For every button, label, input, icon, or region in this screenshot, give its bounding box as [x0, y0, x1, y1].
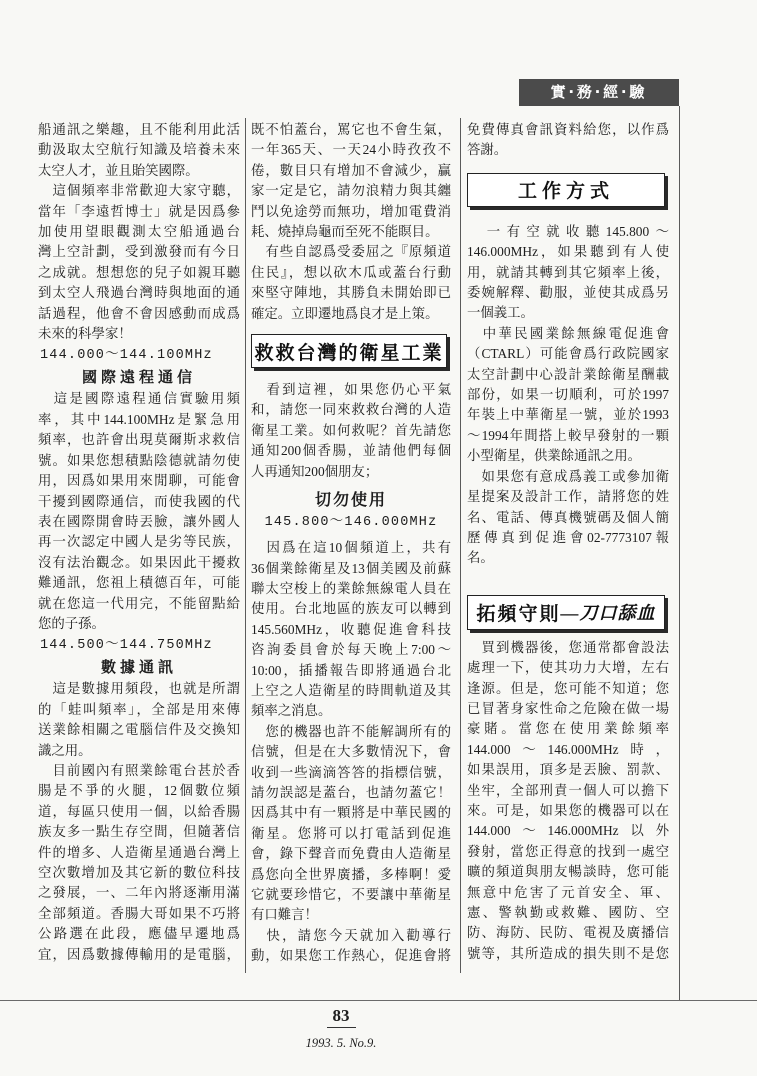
text-line: 您的子孫。 — [38, 615, 105, 631]
paragraph — [251, 380, 451, 482]
text-line: 和，請您一同來救救台灣的人造 — [251, 402, 451, 418]
text-line: 頻率之消息。 — [251, 703, 332, 719]
text-line: 來堅守陣地，其勝負未開始即已 — [251, 285, 451, 301]
text-line: 就在您這一代用完，不能留點給 — [38, 595, 240, 611]
text-line: 逢源。但是，您可能不知道；您 — [467, 680, 669, 696]
text-line: 船通訊之樂趣，且不能利用此活 — [38, 122, 240, 137]
text-line: 歷傳真到促進會02-7773107報 — [467, 529, 669, 545]
text-line: ～1994年間搭上較早發射的一顆 — [467, 427, 669, 443]
text-line: 防、海防、民防、電視及廣播信 — [467, 925, 669, 941]
paragraph — [38, 120, 240, 181]
frequency-heading — [38, 635, 240, 679]
text-line: 動汲取太空航行知識及培養未來 — [38, 142, 240, 158]
text-line: 既不怕蓋台，罵它也不會生氣， — [251, 122, 451, 137]
boxed-section-heading — [467, 173, 665, 207]
text-line: 一個義工。 — [467, 305, 534, 321]
text-line: 聯太空梭上的業餘無線電人員在 — [251, 580, 451, 596]
text-line: 加使用望眼觀測太空船通過台 — [38, 224, 240, 240]
text-line: 因爲在這10個頻道上，共有 — [251, 540, 451, 556]
box-heading-subtitle: —刀口舔血 — [560, 603, 656, 624]
heading-title: 數據通訊 — [100, 660, 177, 677]
text-line: 沒有法治觀念。如果因此干擾救 — [38, 554, 240, 570]
text-line: 未來的科學家！ — [38, 326, 132, 342]
paragraph — [38, 181, 240, 344]
text-line: 上空之人造衛星的時間軌道及其 — [251, 682, 451, 698]
sub-heading-title: 切勿使用 — [314, 492, 387, 510]
text-line: 話過程，他會不會因感動而成爲 — [38, 305, 240, 321]
text-line: 灣上空計劃，受到激發而有今日 — [38, 244, 240, 260]
paragraph — [467, 467, 669, 569]
column-3 — [467, 120, 669, 964]
text-line: 耗、燒掉烏龜而至死不能瞑目。 — [251, 224, 439, 240]
text-line: 如果您有意成爲義工或參加衛 — [467, 468, 669, 484]
paragraph — [38, 761, 240, 965]
text-line: 信號，但是在大多數情況下，會 — [251, 744, 451, 760]
text-line: 咨詢委員會於每天晚上7:00～ — [251, 642, 451, 658]
paragraph — [38, 389, 240, 634]
text-line: 請勿誤認是蓋台，也請勿蓋它！ — [251, 784, 451, 800]
text-line: 之成就。想想您的兒子如親耳聽 — [38, 264, 240, 280]
frequency-heading — [38, 345, 240, 389]
paragraph — [467, 324, 669, 467]
text-line: 干擾到國際通信，而使我國的代 — [38, 493, 240, 509]
text-line: 36個業餘衛星及13個美國及前蘇 — [251, 560, 451, 576]
text-line: 免費傳真會訊資料給您，以作爲 — [467, 122, 669, 137]
section-label: 實‧務‧經‧驗 — [519, 79, 679, 106]
text-line: 如果誤用，頂多是丟臉、罰款、 — [467, 762, 669, 778]
text-line: 144.000～146.000MHz以外 — [467, 823, 669, 839]
text-line: 衛星工業。如何救呢？首先請您 — [251, 422, 451, 438]
text-line: 率，其中144.100MHz是緊急用 — [38, 411, 240, 427]
text-line: 已冒著身家性命之危險在做一場 — [467, 700, 669, 716]
page-bottom-rule — [0, 1000, 757, 1001]
text-line: 之發展，一、二年內將逐漸用滿 — [38, 885, 240, 901]
text-line: 看到這裡，如果您仍心平氣 — [251, 382, 451, 398]
heading-title: 國際遠程通信 — [81, 370, 196, 387]
text-line: 10:00，插播報告即將通過台北 — [251, 662, 451, 678]
text-line: 豪賭。當您在使用業餘頻率 — [467, 721, 669, 737]
text-line: 腸是不爭的火腿，12個數位頻 — [38, 783, 240, 799]
text-line: 識之用。 — [38, 742, 92, 758]
text-line: 使用。台北地區的族友可以轉到 — [251, 601, 451, 617]
text-line: 名、電話、傳真機號碼及個人簡 — [467, 509, 669, 525]
text-line: 這個頻率非常歡迎大家守聽， — [38, 183, 240, 199]
text-line: 族友多一點生存空間，但隨著信 — [38, 824, 240, 840]
text-line: 因爲其中有一顆將是中華民國的 — [251, 805, 451, 821]
text-line: 您的機器也許不能解調所有的 — [251, 723, 451, 739]
text-line: 公路選在此段，應儘早遷地爲 — [38, 926, 240, 942]
paragraph — [467, 120, 669, 161]
text-line: 答謝。 — [467, 142, 508, 158]
column-divider — [460, 118, 461, 973]
box-heading-title: 救救台灣的衛星工業 — [254, 342, 444, 364]
text-line: 坐牢，全部刑責一個人可以擔下 — [467, 782, 669, 798]
paragraph — [251, 242, 451, 324]
text-line: 年裝上中華衛星一號，並於1993 — [467, 407, 669, 423]
text-line: 星提案及設計工作，請將您的姓 — [467, 489, 669, 505]
text-line: 快，請您今天就加入勸導行 — [251, 927, 451, 943]
text-line: 表在國際開會時丟臉，讓外國人 — [38, 513, 240, 529]
text-line: 有些自認爲受委屈之『原頻道 — [251, 244, 451, 260]
text-line: 中華民國業餘無線電促進會 — [467, 325, 669, 341]
text-line: 送業餘相關之電腦信件及交換知 — [38, 722, 240, 738]
text-line: 確定。立即遷地爲良才是上策。 — [251, 305, 439, 321]
frequency-range: 144.500～144.750MHz — [40, 638, 213, 654]
text-line: 號等，其所造成的損失則不是您 — [467, 945, 669, 961]
text-line: 鬥以免途勞而無功，增加電費消 — [251, 203, 451, 219]
text-line: 來。可是，如果您的機器可以在 — [467, 802, 669, 818]
column-2 — [251, 120, 451, 967]
text-line: 小型衛星，供業餘通訊之用。 — [467, 448, 642, 464]
text-line: 道，每區只使用一個，以給香腸 — [38, 803, 240, 819]
frequency-range: 144.000～144.100MHz — [40, 348, 213, 364]
text-line: 收到一些滴滴答答的指標信號， — [251, 764, 451, 780]
text-line: 一年365天、一天24小時孜孜不 — [251, 142, 451, 158]
text-line: 倦，數目只有增加不會減少，贏 — [251, 162, 451, 178]
text-line: 件的增多、人造衛星通過台灣上 — [38, 844, 240, 860]
text-line: 買到機器後，您通常都會設法 — [467, 639, 669, 655]
text-line: 號。如果您想積點陰德就請勿使 — [38, 452, 240, 468]
issue-info: 1993. 5. No.9. — [305, 1036, 377, 1050]
box-heading-title: 拓頻守則 — [476, 603, 561, 625]
text-line: 146.000MHz，如果聽到有人使 — [467, 244, 669, 260]
paragraph — [38, 679, 240, 761]
text-line: 用，就請其轉到其它頻率上後， — [467, 264, 669, 280]
text-line: 當年「李遠哲博士」就是因爲參 — [38, 203, 240, 219]
sub-heading — [251, 490, 451, 534]
text-line: 全部頻道。香腸大哥如果不巧將 — [38, 905, 240, 921]
text-line: 有口難言！ — [251, 907, 318, 923]
text-line: 動，如果您工作熱心，促進會將 — [251, 948, 451, 964]
text-line: 家一定是它，請勿浪精力與其纏 — [251, 183, 451, 199]
text-line: 名。 — [467, 550, 494, 566]
text-line: 它就要珍惜它，不要讓中華衛星 — [251, 887, 451, 902]
text-line: 人再通知200個朋友； — [251, 463, 379, 479]
paragraph — [251, 120, 451, 242]
text-line: 曠的頻道與朋友暢談時，您可能 — [467, 864, 669, 880]
text-line: 委婉解釋、勸服，並使其成爲另 — [467, 285, 669, 301]
text-line: 衛星。您將可以打電話到促進 — [251, 825, 451, 841]
text-line: 宜，因爲數據傳輸用的是電腦， — [38, 946, 240, 962]
text-line: 無意中危害了元首安全、軍、 — [467, 884, 669, 900]
text-line: 目前國內有照業餘電台甚於香 — [38, 762, 240, 778]
text-line: 會，錄下聲音而免費由人造衛星 — [251, 846, 451, 862]
text-line: 145.560MHz，收聽促進會科技 — [251, 621, 451, 637]
text-line: 難通訊，您祖上積德百年，可能 — [38, 575, 240, 591]
paragraph — [251, 926, 451, 967]
text-line: 144.000～146.000MHz時， — [467, 741, 669, 757]
text-line: 太空計劃中心設計業餘衛星酬載 — [467, 366, 669, 382]
text-line: 這是國際遠程通信實驗用頻 — [38, 391, 240, 407]
text-line: 住民』，想以砍木瓜或蓋台行動 — [251, 264, 451, 280]
text-line: 用，因爲如果用來閒聊，可能會 — [38, 473, 240, 489]
text-line: 空次數增加及其它新的數位科技 — [38, 865, 240, 880]
boxed-section-heading — [467, 595, 665, 630]
paragraph — [467, 222, 669, 324]
column-1 — [38, 120, 240, 965]
paragraph — [467, 638, 669, 965]
text-line: 爲您向全世界廣播，多棒啊！愛 — [251, 866, 451, 882]
text-line: 部份，如果一切順利，可於1997 — [467, 387, 669, 403]
text-line: 憲、警執勤或救難、國防、空 — [467, 905, 669, 920]
box-heading-title: 工作方式 — [517, 181, 614, 203]
page-number-text: 83 — [327, 1006, 356, 1028]
paragraph — [251, 722, 451, 926]
text-line: 處理一下，使其功力大增，左右 — [467, 660, 669, 676]
text-line: 發射，當您正得意的找到一處空 — [467, 843, 669, 859]
text-line: （CTARL）可能會爲行政院國家 — [467, 346, 669, 362]
text-line: 一有空就收聽145.800～ — [467, 223, 669, 239]
frequency-range: 145.800～146.000MHz — [264, 515, 438, 531]
text-line: 太空人才，並且貽笑國際。 — [38, 162, 199, 178]
boxed-section-heading — [251, 334, 447, 368]
page-right-border — [679, 106, 680, 1000]
text-line: 再一次認定中國人是劣等民族， — [38, 534, 240, 550]
column-divider — [245, 118, 246, 973]
page-number — [300, 1006, 382, 1028]
text-line: 這是數據用頻段，也就是所謂 — [38, 681, 240, 697]
text-line: 頻率，也許會出現莫爾斯求救信 — [38, 432, 240, 448]
text-line: 到太空人飛過台灣時與地面的通 — [38, 285, 240, 301]
paragraph — [251, 538, 451, 722]
text-line: 通知200個香腸，並請他們每個 — [251, 443, 451, 459]
text-line: 的「蛙叫頻率」，全部是用來傳 — [38, 701, 240, 717]
